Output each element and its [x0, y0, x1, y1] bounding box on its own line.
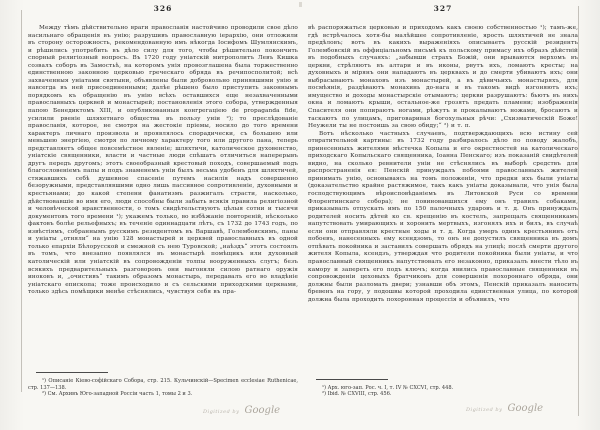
footnote: ²) Ibid. № CXVIII, стр. 456. [322, 391, 392, 398]
footnote: ²) См. Архивъ Юго-западной Россіи часть 1, томы 2 и 3. [42, 391, 193, 398]
digitized-by-text: Digitized by [466, 407, 503, 413]
page-right-body [308, 25, 578, 304]
footnote-rule [316, 379, 388, 380]
page-right [308, 4, 578, 398]
page-number-right: 327 [433, 4, 453, 13]
footnote-rule [36, 372, 108, 373]
page-spread [28, 4, 578, 398]
footnote: ¹) Описаніе Кіево-софійскаго Собора, стр. 215. Кульчинскій—Specimen ecclesiae Ruthenicae, стр. 137—138. [28, 378, 298, 391]
page-left [28, 4, 298, 398]
paragraph: Вотъ нѣсколько частныхъ случаевъ, подтверждающихъ всю истину сей отвратительной картины: въ 1732 году разбиралось дѣло по поводу жалобъ, принесенныхъ жителями мѣстечка Копыла и его окрестностей на католическаго приходскаго Копыльскаго священника, Іоанна Пенскаго; изъ показаній свидѣтелей видно, на сколько ревнители уніи не стѣснялись въ выборѣ средствъ для распространенія ея: Пенскій принуждалъ побоями православныхъ жителей принимать унію, основываясь на томъ положеніи, что предки ихъ были уніаты (доказательство крайне растяжимое, такъ какъ уніаты доказывали, что унія была господствующимъ вѣроисповѣданіемъ въ Литовской Руси со времени Флорентинскаго собора); не повиновавшихся ему онъ травилъ собаками, приказывалъ отпускать имъ по 150 палочныхъ ударовъ и т. д. Онъ принуждалъ родителей носить дѣтей ко св. крещенію въ костелъ, запрещалъ священникамъ напутствовать умирающихъ и хоронить мертвыхъ, изгонялъ ихъ и билъ, въ случаѣ если они отправляли крестные ходы и т. д. Когда умеръ одинъ крестьянинъ отъ побоевъ, нанесенныхъ ему ксендзомъ, то онъ не допустилъ священника въ домъ отпѣвать покойника и заставилъ совершать обрядъ на улицѣ; послѣ смерти другого жителя Копыла, ксендзъ, утверждая что родители покойника были уніаты, и что православный священникъ напутствовалъ его незаконно, приказалъ внести тѣло въ камору и запереть его подъ ключъ; когда явились православные священники въ сопровожденіи цеховыхъ братчиковъ для совершенія похороннаго обряда, они должны были разломать двери; узнавши объ этомъ, Пенскій приказалъ наносить бревенъ на гору, у подошвы которой проходила единственная улица, по которой должна была проходить похоронная процессія и объявилъ, что [308, 130, 578, 303]
footnote: ¹) Арх. юго-зап. Рос. ч. I, т. IV № CXCVI, стр. 448. [322, 384, 454, 391]
page-left-footnotes [28, 372, 298, 398]
book-edge-right [578, 6, 579, 416]
google-logo-text: Google [507, 403, 544, 414]
google-watermark-right [466, 396, 543, 415]
digitized-by-text: Digitized by [203, 409, 240, 415]
paragraph: вѣ распоряжаться церковью и приходомъ какъ своею собственностью ¹); тамъ-же, гдѣ встрѣчалось хотя-бы малѣйшее сопротивленіе, ярость шляхтичей не знала предѣловъ; вотъ въ какихъ выраженіяхъ описываетъ русскій резидентъ Голембовскій въ оффиціальномъ письмѣ къ польскому примасу ихъ образъ дѣйствій въ подобныхъ случаяхъ: „забывши страхъ Божій, они врываются верхомъ въ церкви, стрѣляютъ въ алтари и въ иконы, рвутъ ихъ, ломаютъ кресты; на духовныхъ и мірянъ они нападаютъ въ церквахъ и до смерти убиваютъ ихъ; они выбрасываютъ монаховъ изъ монастырей, а въ дѣвичьихъ монастыряхъ, для посмѣянія, раздѣваютъ монахинь до-нага и въ такомъ видѣ изгоняютъ ихъ; имущество и доходы монастырскіе отымаютъ; церкви разрушаютъ: бьютъ въ нихъ окна и ломаютъ крыши, остальное-же грозятъ предать пламени; изображенія Спасителя они попираютъ ногами, рѣжутъ и прокалываютъ ножами, бросаютъ и таскаютъ по улицамъ, приговаривая богохульныя рѣчи: „Схизматическій Боже! Неужели ты не постоишь за свою обиду;“ ²) и т. п. [308, 25, 578, 130]
page-number-left: 326 [153, 4, 173, 13]
book-edge-left [21, 10, 22, 392]
page-left-body [28, 25, 298, 297]
google-logo-text: Google [244, 405, 281, 416]
paragraph: Между тѣмъ дѣйствительно враги православія настойчиво проводили свое дѣло насильнаго обращенія въ унію; разрушивъ православную іерархію, они отложили въ сторону осторожность, рекомендованную имъ нѣкогда Іосифомъ Шумлянскимъ, и рѣшились употребить въ дѣло силу для того, чтобы рѣшительно покончить спорный религіозный вопросъ. Въ 1720 году уніатскій митрополитъ Левъ Кишка созвалъ соборъ въ Замостьѣ, на которомъ унія провозглашена была торжественно единственною законною церковью греческаго обряда въ речипосполитой; всѣ захваченныя уніатами святыни, объявлены были добровольно принявшими унію и навсегда въ ней присоединенными; далѣе рѣшено было приступить законнымъ порядкомъ къ обращенію въ унію всѣхъ оставшихся еще незахваченными православныхъ церквей и монастырей; постановленія этого собора, утвержденныя папою Бенедиктомъ XIII, и опубликованныя конгрегаціею de propaganda fide, усилили рвеніе шляхетнаго общества въ пользу уніи ²); то преслѣдованіе православія, которое, не смотря на жестокіе пріемы, носило до того времени характеръ личнаго произвола и проявлялось спорадически, съ большею или меньшею энергіею, смотря по личному характеру того или другого пана, теперь представляетъ общее повсемѣстное явленіе; шляхтичи, католическое духовенство, уніатскіе священники, власти и частные люди спѣшатъ отличиться наперерывъ другъ передъ другомъ; этотъ своеобразный крестовый походъ, совершаемый подъ благословеніемъ папы и подъ знаменемъ уніи былъ весьма удобенъ для шляхтичей, стяжавшихъ себѣ душевное спасеніе путемъ насилія надъ совершенно безоружными, представлявшими одно лишь пассивное сопротивленіе, духовными и крестьянами; до какой степени фанатизмъ разжигалъ страсти, насколько, дѣйствовавшіе во имя его, люди способны были забыть всякія правила религіозной и человѣческой нравственности, о томъ свидѣтельствуютъ цѣлыя сотни и тысячи документовъ того времени ¹); укажемъ только, во избѣжаніе повтореній, нѣсколько фактовъ болѣе рельефныхъ; въ теченіе одиннадцати лѣтъ, съ 1732 до 1743 годъ, по извѣстіямъ, собраннымъ русскимъ резидентомъ въ Варшавѣ, Голембовскимъ, паны и уніаты „отняли“ на унію 128 монастырей и церквей православныхъ въ одной только епархіи Бѣлорусской и смежной съ нею Туровской; „наѣздъ“ этотъ состоялъ въ томъ, что внезапно появлялся въ монастырѣ помѣщикъ или духовный католическій или уніатскій въ сопровожденіи толпы вооруженныхъ слугъ; безъ всякихъ предварительныхъ разговоровъ они выгоняли силою ратнаго оружія иноковъ и, „очистивъ“ такимъ образомъ монастырь, передавалъ его во владѣніе уніатскаго епископа; тоже происходило и съ сельскими приходскими церквами, только здѣсь помѣщики менѣе стѣснялись, чувствуя себя въ пра- [28, 25, 298, 296]
google-watermark-left [203, 398, 280, 417]
